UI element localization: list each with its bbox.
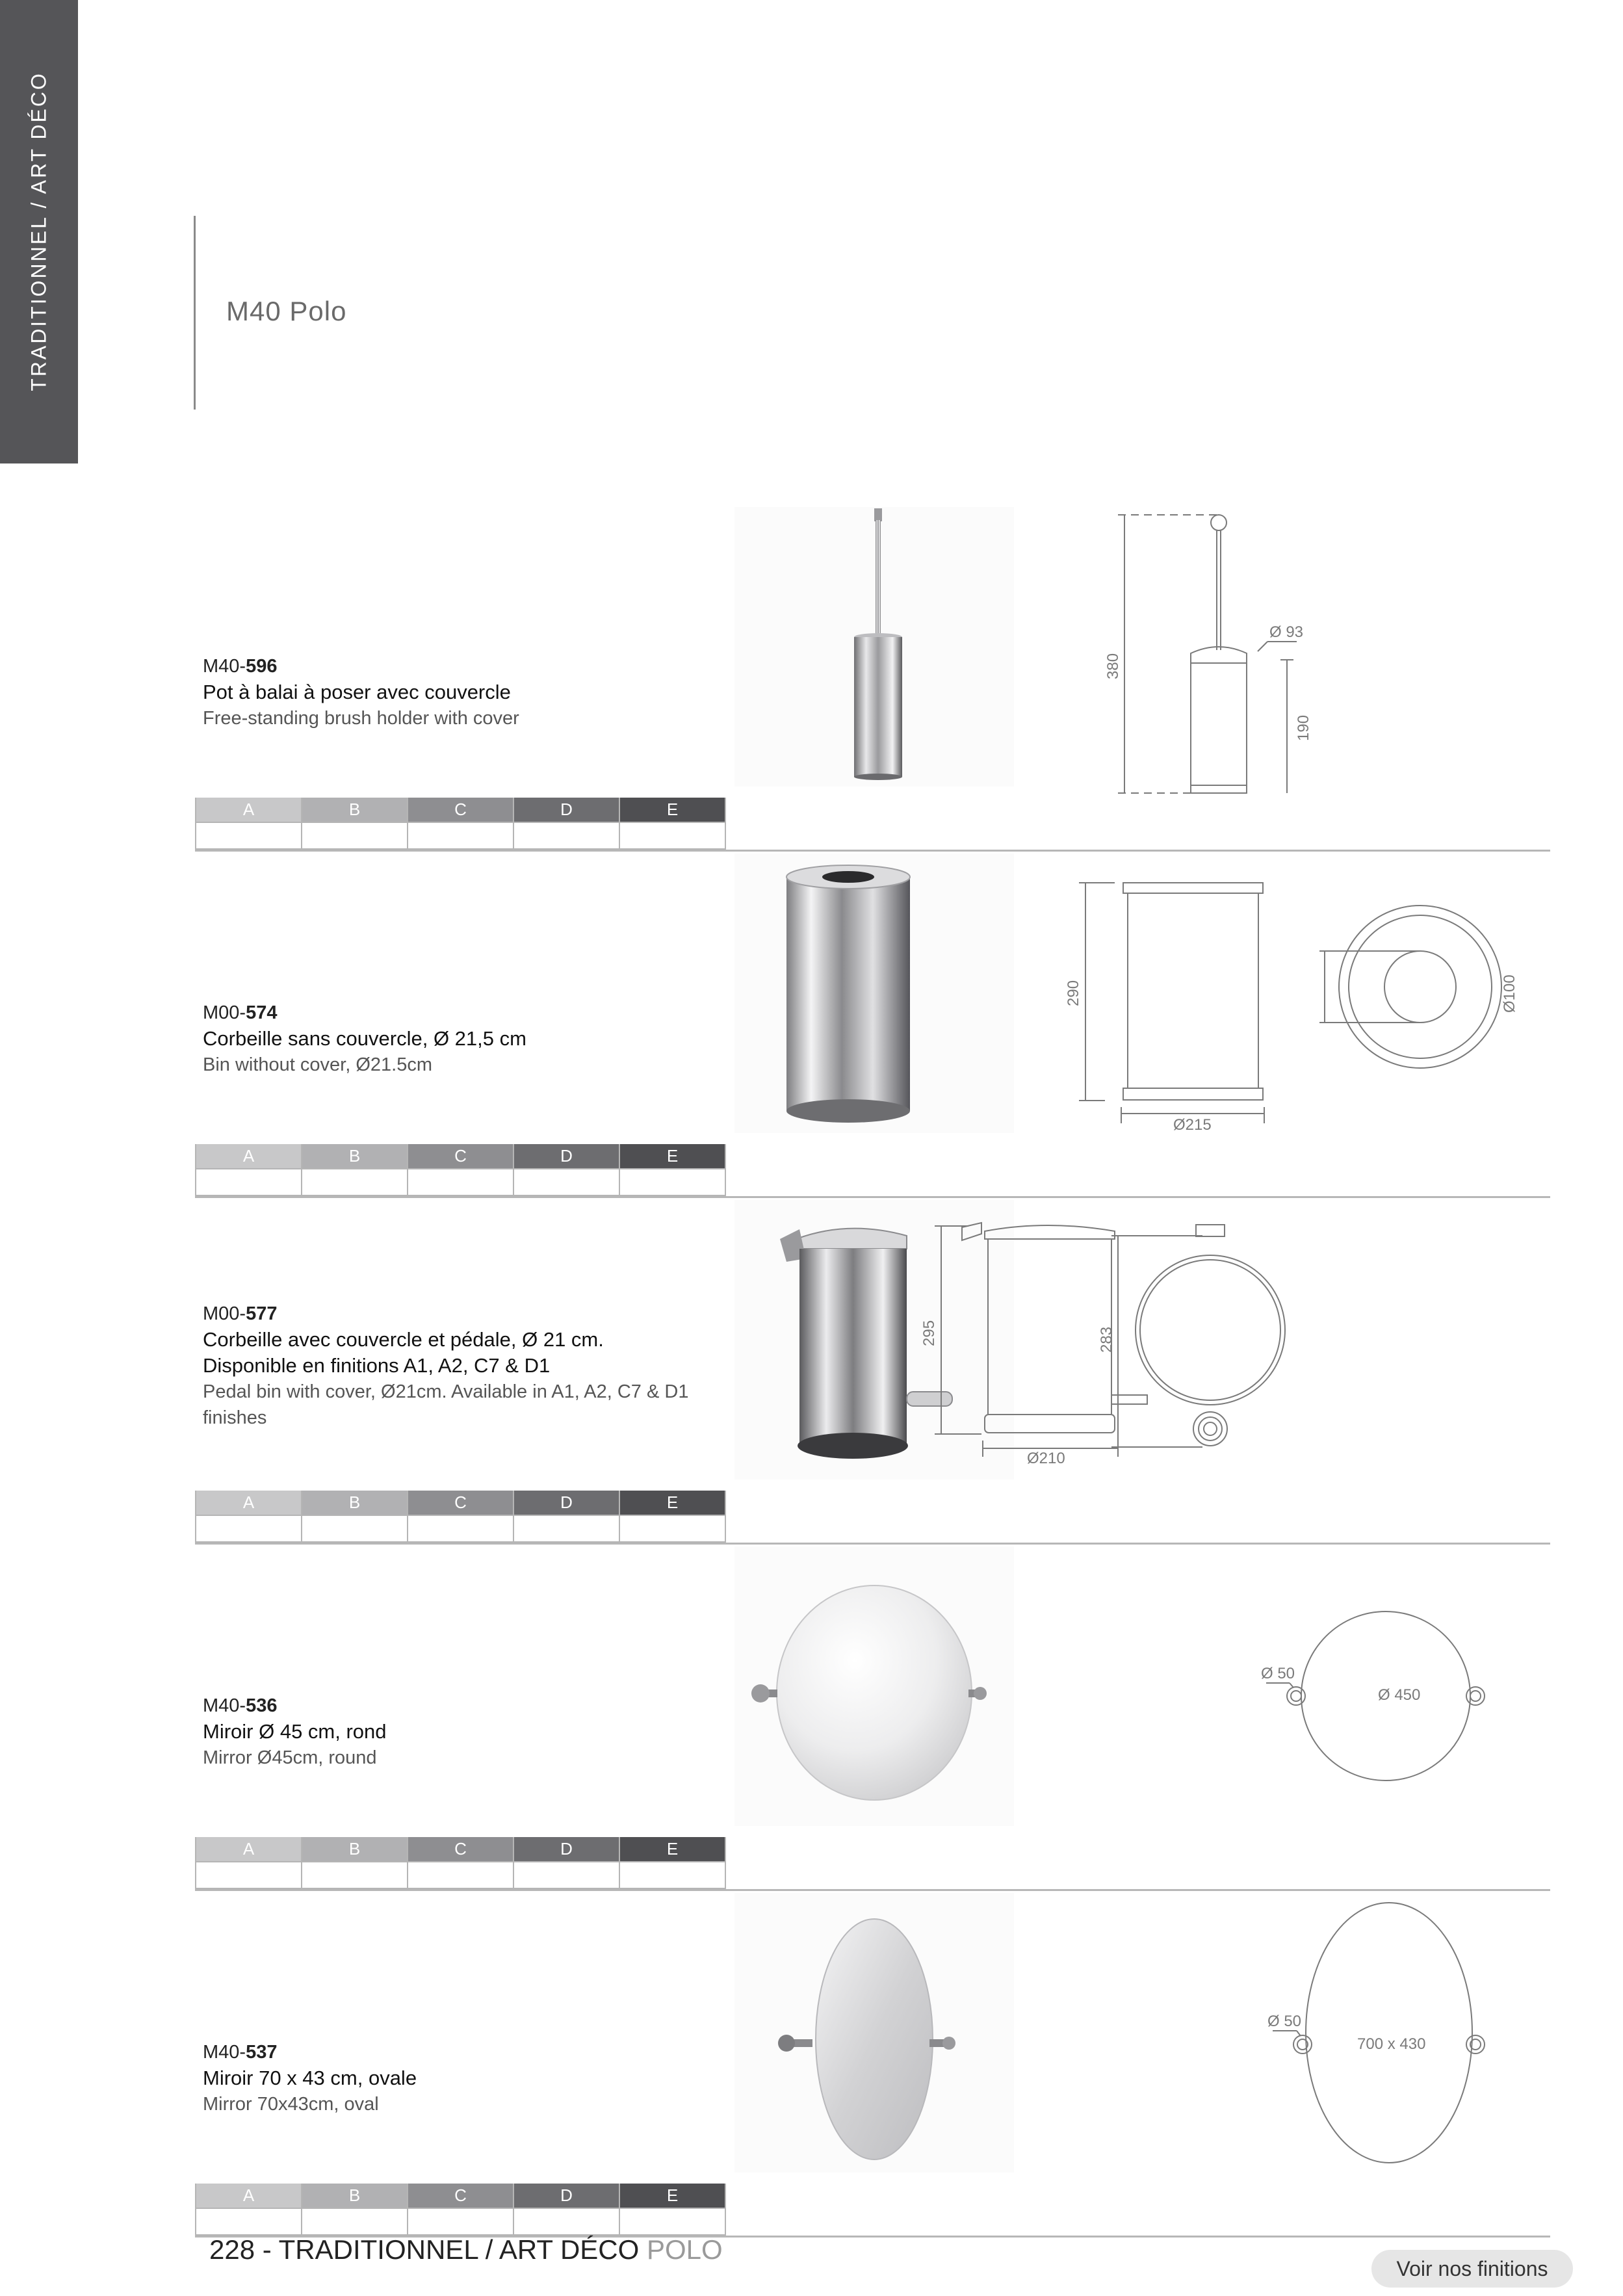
product-ref: M40-537 xyxy=(203,2042,278,2063)
product-info xyxy=(203,1693,723,1771)
finish-c: C xyxy=(408,1144,513,1169)
finish-e: E xyxy=(619,798,725,822)
product-ref: M00-577 xyxy=(203,1303,278,1324)
finish-c: C xyxy=(408,1837,513,1862)
product-ref: M40-536 xyxy=(203,1695,278,1716)
finish-cell xyxy=(408,2208,513,2235)
technical-drawing xyxy=(1014,854,1550,1140)
dim-diameter: Ø210 xyxy=(1027,1450,1065,1467)
dim-diameter: Ø 93 xyxy=(1269,623,1304,641)
finish-b: B xyxy=(302,1144,408,1169)
product-divider xyxy=(195,850,1550,852)
dim-height: 380 xyxy=(1104,653,1122,679)
finish-cell xyxy=(196,822,302,849)
finish-cell xyxy=(619,1862,725,1888)
finish-b: B xyxy=(302,798,408,822)
finish-b: B xyxy=(302,1491,408,1515)
technical-drawing xyxy=(1014,1893,1550,2179)
product-info xyxy=(203,653,723,731)
finish-table xyxy=(195,798,726,850)
finish-cell xyxy=(408,822,513,849)
finish-cell xyxy=(619,1515,725,1542)
finish-cell xyxy=(513,822,619,849)
finish-cell xyxy=(196,1169,302,1195)
product-name-en: Free-standing brush holder with cover xyxy=(203,708,519,729)
product-name-en: Mirror Ø45cm, round xyxy=(203,1747,377,1768)
product-m00-574 xyxy=(195,854,1550,1198)
product-name-en: Pedal bin with cover, Ø21cm. Available in A1, A2, C7 & D1 finishes xyxy=(203,1381,689,1428)
product-name-fr: Miroir Ø 45 cm, rond xyxy=(203,1720,387,1743)
dim-fixing: Ø 50 xyxy=(1261,1665,1295,1682)
finish-d: D xyxy=(513,2184,619,2208)
finish-table xyxy=(195,1144,726,1196)
finish-d: D xyxy=(513,1837,619,1862)
finish-cell xyxy=(302,1862,408,1888)
footer-separator: - xyxy=(255,2234,279,2265)
finish-cell xyxy=(513,1515,619,1542)
product-ref: M40-596 xyxy=(203,656,278,677)
finish-cell xyxy=(302,2208,408,2235)
finish-cell xyxy=(619,1169,725,1195)
dim-diameter: Ø 450 xyxy=(1378,1686,1421,1704)
finish-cell xyxy=(619,822,725,849)
product-name-en: Mirror 70x43cm, oval xyxy=(203,2094,379,2115)
footer-section: TRADITIONNEL / ART DÉCO xyxy=(278,2234,647,2265)
product-name-fr: Miroir 70 x 43 cm, ovale xyxy=(203,2067,417,2089)
finish-a: A xyxy=(196,1837,302,1862)
product-info xyxy=(203,1000,723,1078)
finish-cell xyxy=(408,1515,513,1542)
title-rule xyxy=(194,216,196,410)
dim-height: 295 xyxy=(920,1320,938,1346)
dim-opening: Ø100 xyxy=(1501,974,1518,1013)
finish-cell xyxy=(513,2208,619,2235)
finish-e: E xyxy=(619,1144,725,1169)
dim-top-height: 283 xyxy=(1098,1326,1115,1353)
product-divider xyxy=(195,1889,1550,1891)
technical-drawing xyxy=(920,1200,1550,1486)
finish-cell xyxy=(302,1515,408,1542)
product-info xyxy=(203,1301,723,1431)
finish-b: B xyxy=(302,2184,408,2208)
finish-table xyxy=(195,2184,726,2236)
product-photo xyxy=(734,1546,1014,1826)
finish-cell xyxy=(196,1515,302,1542)
dim-height: 290 xyxy=(1065,980,1082,1006)
technical-drawing xyxy=(1014,507,1550,793)
finish-cell xyxy=(513,1862,619,1888)
finish-a: A xyxy=(196,2184,302,2208)
finish-cell xyxy=(619,2208,725,2235)
dim-size: 700 x 430 xyxy=(1357,2035,1426,2053)
finish-table xyxy=(195,1837,726,1889)
finish-a: A xyxy=(196,1144,302,1169)
finish-cell xyxy=(302,822,408,849)
finish-cell xyxy=(302,1169,408,1195)
product-m40-537 xyxy=(195,1893,1550,2237)
product-m40-536 xyxy=(195,1546,1550,1891)
finish-cell xyxy=(408,1169,513,1195)
finish-c: C xyxy=(408,1491,513,1515)
footer-collection: POLO xyxy=(646,2234,723,2265)
page-number: 228 xyxy=(209,2234,255,2265)
product-name-en: Bin without cover, Ø21.5cm xyxy=(203,1054,432,1075)
product-photo xyxy=(734,1200,1014,1480)
page-footer xyxy=(209,2234,723,2265)
product-divider xyxy=(195,1196,1550,1198)
finish-e: E xyxy=(619,1837,725,1862)
finish-cell xyxy=(196,1862,302,1888)
finish-cell xyxy=(513,1169,619,1195)
product-photo xyxy=(734,1893,1014,2172)
product-photo xyxy=(734,507,1014,787)
finish-a: A xyxy=(196,1491,302,1515)
see-finishes-button[interactable]: Voir nos finitions xyxy=(1371,2250,1573,2288)
dim-diameter: Ø215 xyxy=(1173,1116,1212,1134)
finish-cell xyxy=(196,2208,302,2235)
product-divider xyxy=(195,1543,1550,1545)
product-name-fr: Pot à balai à poser avec couvercle xyxy=(203,681,511,703)
series-title: M40 Polo xyxy=(226,296,347,326)
product-m40-596 xyxy=(195,507,1550,852)
product-name-fr: Corbeille avec couvercle et pédale, Ø 21 cm. Disponible en finitions A1, A2, C7 & D1 xyxy=(203,1328,604,1377)
finish-e: E xyxy=(619,2184,725,2208)
finish-e: E xyxy=(619,1491,725,1515)
dim-fixing: Ø 50 xyxy=(1267,2013,1302,2030)
product-name-fr: Corbeille sans couvercle, Ø 21,5 cm xyxy=(203,1027,526,1050)
section-side-tab-label: TRADITIONNEL / ART DÉCO xyxy=(27,72,51,391)
finish-c: C xyxy=(408,2184,513,2208)
finish-d: D xyxy=(513,1491,619,1515)
product-photo xyxy=(734,854,1014,1133)
product-m00-577 xyxy=(195,1200,1550,1545)
finish-d: D xyxy=(513,798,619,822)
technical-drawing xyxy=(1014,1546,1550,1833)
section-side-tab xyxy=(0,0,78,463)
dim-body-height: 190 xyxy=(1295,714,1312,741)
product-info xyxy=(203,2039,723,2117)
product-ref: M00-574 xyxy=(203,1002,278,1023)
finish-b: B xyxy=(302,1837,408,1862)
finish-table xyxy=(195,1491,726,1543)
finish-d: D xyxy=(513,1144,619,1169)
finish-cell xyxy=(408,1862,513,1888)
finish-a: A xyxy=(196,798,302,822)
finish-c: C xyxy=(408,798,513,822)
